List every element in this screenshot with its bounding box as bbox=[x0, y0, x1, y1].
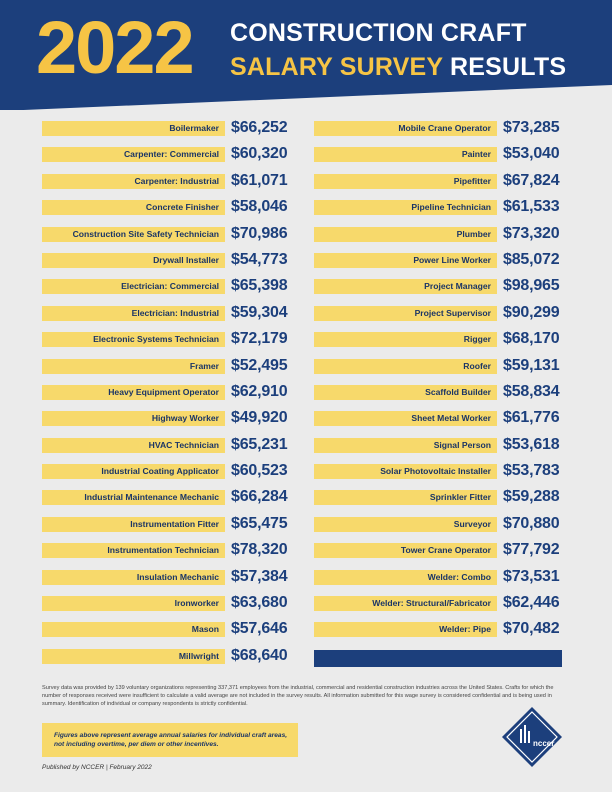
craft-name: Power Line Worker bbox=[413, 254, 491, 265]
craft-salary: $90,299 bbox=[503, 303, 560, 321]
craft-name: Insulation Mechanic bbox=[136, 571, 219, 582]
craft-salary: $57,646 bbox=[231, 620, 288, 638]
craft-label-bar bbox=[42, 649, 225, 664]
craft-name: Industrial Coating Applicator bbox=[101, 466, 219, 477]
craft-name: Electrician: Commercial bbox=[121, 281, 219, 292]
craft-name: Mobile Crane Operator bbox=[398, 123, 491, 133]
craft-name: Scaffold Builder bbox=[425, 386, 491, 397]
craft-name: Welder: Combo bbox=[427, 571, 491, 582]
craft-label-bar bbox=[314, 464, 497, 479]
craft-name: Pipefitter bbox=[453, 175, 491, 186]
craft-name: Heavy Equipment Operator bbox=[108, 386, 219, 397]
craft-label-bar bbox=[42, 385, 225, 400]
craft-salary: $62,910 bbox=[231, 382, 288, 400]
craft-salary: $72,179 bbox=[231, 330, 288, 348]
craft-name: Welder: Pipe bbox=[439, 624, 491, 635]
craft-name: Carpenter: Commercial bbox=[123, 149, 219, 160]
craft-label-bar bbox=[314, 438, 497, 453]
craft-name: Boilermaker bbox=[169, 123, 219, 133]
craft-salary: $61,776 bbox=[503, 409, 560, 427]
craft-salary: $65,231 bbox=[231, 435, 288, 453]
craft-salary: $73,531 bbox=[503, 567, 560, 585]
craft-label-bar bbox=[42, 279, 225, 294]
craft-name: Tower Crane Operator bbox=[400, 545, 491, 556]
craft-salary: $62,446 bbox=[503, 594, 560, 612]
title-highlight: SALARY SURVEY bbox=[230, 53, 443, 81]
craft-salary: $73,285 bbox=[503, 119, 560, 136]
craft-salary: $98,965 bbox=[503, 277, 560, 295]
logo-text: nccer bbox=[533, 739, 555, 748]
craft-label-bar bbox=[314, 359, 497, 374]
craft-salary: $65,475 bbox=[231, 514, 288, 532]
craft-salary: $68,640 bbox=[231, 646, 288, 664]
craft-name: Plumber bbox=[456, 228, 491, 239]
craft-label-bar bbox=[42, 622, 225, 637]
craft-label-bar bbox=[314, 490, 497, 505]
craft-name: Industrial Maintenance Mechanic bbox=[84, 492, 219, 503]
header-banner bbox=[0, 0, 612, 110]
craft-label-bar bbox=[314, 332, 497, 347]
survey-year: 2022 bbox=[36, 6, 193, 89]
craft-salary: $57,384 bbox=[231, 567, 288, 585]
craft-label-bar bbox=[314, 543, 497, 558]
craft-name: Painter bbox=[461, 149, 491, 160]
craft-label-bar bbox=[42, 438, 225, 453]
craft-salary: $73,320 bbox=[503, 224, 560, 242]
craft-label-bar bbox=[42, 570, 225, 585]
craft-salary: $68,170 bbox=[503, 330, 560, 348]
craft-salary: $59,131 bbox=[503, 356, 560, 374]
craft-salary: $53,040 bbox=[503, 145, 560, 163]
craft-label-bar bbox=[314, 622, 497, 637]
craft-salary: $66,252 bbox=[231, 119, 288, 136]
craft-name: Surveyor bbox=[453, 518, 491, 529]
craft-salary: $60,320 bbox=[231, 145, 288, 163]
craft-label-bar bbox=[42, 490, 225, 505]
craft-salary: $60,523 bbox=[231, 462, 288, 480]
craft-name: Rigger bbox=[463, 334, 491, 345]
craft-label-bar bbox=[42, 174, 225, 189]
craft-name: Concrete Finisher bbox=[145, 202, 219, 213]
craft-label-bar bbox=[42, 543, 225, 558]
craft-label-bar bbox=[314, 174, 497, 189]
craft-label-bar bbox=[42, 359, 225, 374]
craft-salary: $54,773 bbox=[231, 250, 288, 268]
craft-name: Project Supervisor bbox=[414, 307, 491, 318]
nccer-logo-icon bbox=[500, 705, 564, 769]
craft-name: Construction Site Safety Technician bbox=[72, 228, 219, 239]
craft-name: HVAC Technician bbox=[148, 439, 219, 450]
craft-name: Solar Photovoltaic Installer bbox=[380, 466, 491, 477]
craft-name: Signal Person bbox=[433, 439, 491, 450]
craft-salary: $70,880 bbox=[503, 514, 560, 532]
craft-label-bar bbox=[314, 121, 497, 136]
craft-label-bar bbox=[314, 306, 497, 321]
craft-label-bar bbox=[42, 121, 225, 136]
craft-salary: $58,834 bbox=[503, 382, 560, 400]
craft-salary: $78,320 bbox=[231, 541, 288, 559]
craft-name: Framer bbox=[189, 360, 219, 371]
note-box bbox=[42, 723, 298, 757]
craft-salary: $65,398 bbox=[231, 277, 288, 295]
craft-name: Welder: Structural/Fabricator bbox=[372, 598, 491, 609]
craft-salary: $63,680 bbox=[231, 594, 288, 612]
craft-name: Carpenter: Industrial bbox=[134, 175, 219, 186]
craft-label-bar bbox=[42, 464, 225, 479]
craft-salary: $61,533 bbox=[503, 198, 560, 216]
craft-label-bar bbox=[314, 385, 497, 400]
craft-label-bar bbox=[42, 411, 225, 426]
craft-label-bar bbox=[314, 517, 497, 532]
craft-salary: $52,495 bbox=[231, 356, 288, 374]
craft-salary: $85,072 bbox=[503, 250, 560, 268]
craft-name: Highway Worker bbox=[151, 413, 219, 424]
craft-label-bar bbox=[42, 200, 225, 215]
craft-label-bar bbox=[42, 596, 225, 611]
craft-salary: $66,284 bbox=[231, 488, 288, 506]
craft-name: Roofer bbox=[463, 360, 491, 371]
craft-label-bar bbox=[314, 570, 497, 585]
craft-salary: $59,288 bbox=[503, 488, 560, 506]
craft-label-bar bbox=[314, 200, 497, 215]
craft-name: Mason bbox=[191, 624, 219, 635]
craft-name: Sprinkler Fitter bbox=[429, 492, 491, 503]
craft-name: Millwright bbox=[178, 650, 219, 661]
craft-name: Instrumentation Technician bbox=[107, 545, 219, 556]
craft-label-bar bbox=[42, 253, 225, 268]
craft-salary: $70,986 bbox=[231, 224, 288, 242]
craft-label-bar bbox=[42, 332, 225, 347]
craft-name: Sheet Metal Worker bbox=[411, 413, 491, 424]
craft-salary: $61,071 bbox=[231, 171, 288, 189]
title-rest: RESULTS bbox=[450, 53, 567, 81]
craft-salary: $77,792 bbox=[503, 541, 560, 559]
craft-salary: $70,482 bbox=[503, 620, 560, 638]
craft-name: Electronic Systems Technician bbox=[93, 334, 219, 345]
published-by: Published by NCCER | February 2022 bbox=[42, 764, 152, 771]
note-text: Figures above represent average annual salaries for individual craft areas, not including overtime, per diem or other incentives. bbox=[54, 732, 288, 748]
craft-label-bar bbox=[314, 279, 497, 294]
craft-salary: $59,304 bbox=[231, 303, 288, 321]
craft-name: Pipeline Technician bbox=[411, 202, 491, 213]
craft-label-bar bbox=[314, 227, 497, 242]
craft-name: Ironworker bbox=[174, 598, 219, 609]
craft-label-bar bbox=[42, 306, 225, 321]
decorative-blue-bar bbox=[314, 650, 562, 667]
craft-salary: $67,824 bbox=[503, 171, 560, 189]
craft-salary: $53,618 bbox=[503, 435, 560, 453]
craft-label-bar bbox=[314, 253, 497, 268]
craft-label-bar bbox=[314, 596, 497, 611]
craft-label-bar bbox=[314, 147, 497, 162]
craft-label-bar bbox=[42, 147, 225, 162]
craft-name: Drywall Installer bbox=[153, 254, 219, 265]
craft-name: Electrician: Industrial bbox=[131, 307, 219, 318]
craft-label-bar bbox=[314, 411, 497, 426]
craft-label-bar bbox=[42, 517, 225, 532]
craft-salary: $58,046 bbox=[231, 198, 288, 216]
title-line-2 bbox=[230, 52, 566, 82]
title-line-1: CONSTRUCTION CRAFT bbox=[230, 19, 527, 47]
craft-salary: $53,783 bbox=[503, 462, 560, 480]
craft-salary: $49,920 bbox=[231, 409, 288, 427]
craft-name: Instrumentation Fitter bbox=[130, 518, 219, 529]
craft-name: Project Manager bbox=[424, 281, 491, 292]
craft-label-bar bbox=[42, 227, 225, 242]
survey-footnote: Survey data was provided by 139 voluntary organizations representing 337,371 employees from the industrial, commercial and residential construction industries across the United States. Crafts for which the number of responses received were insufficient to calculate a valid average are not included in the survey results. All information submitted for this wage survey is considered confidential and is being used in summary. Identification of individual or company respondents is strictly confidential. bbox=[42, 685, 554, 707]
